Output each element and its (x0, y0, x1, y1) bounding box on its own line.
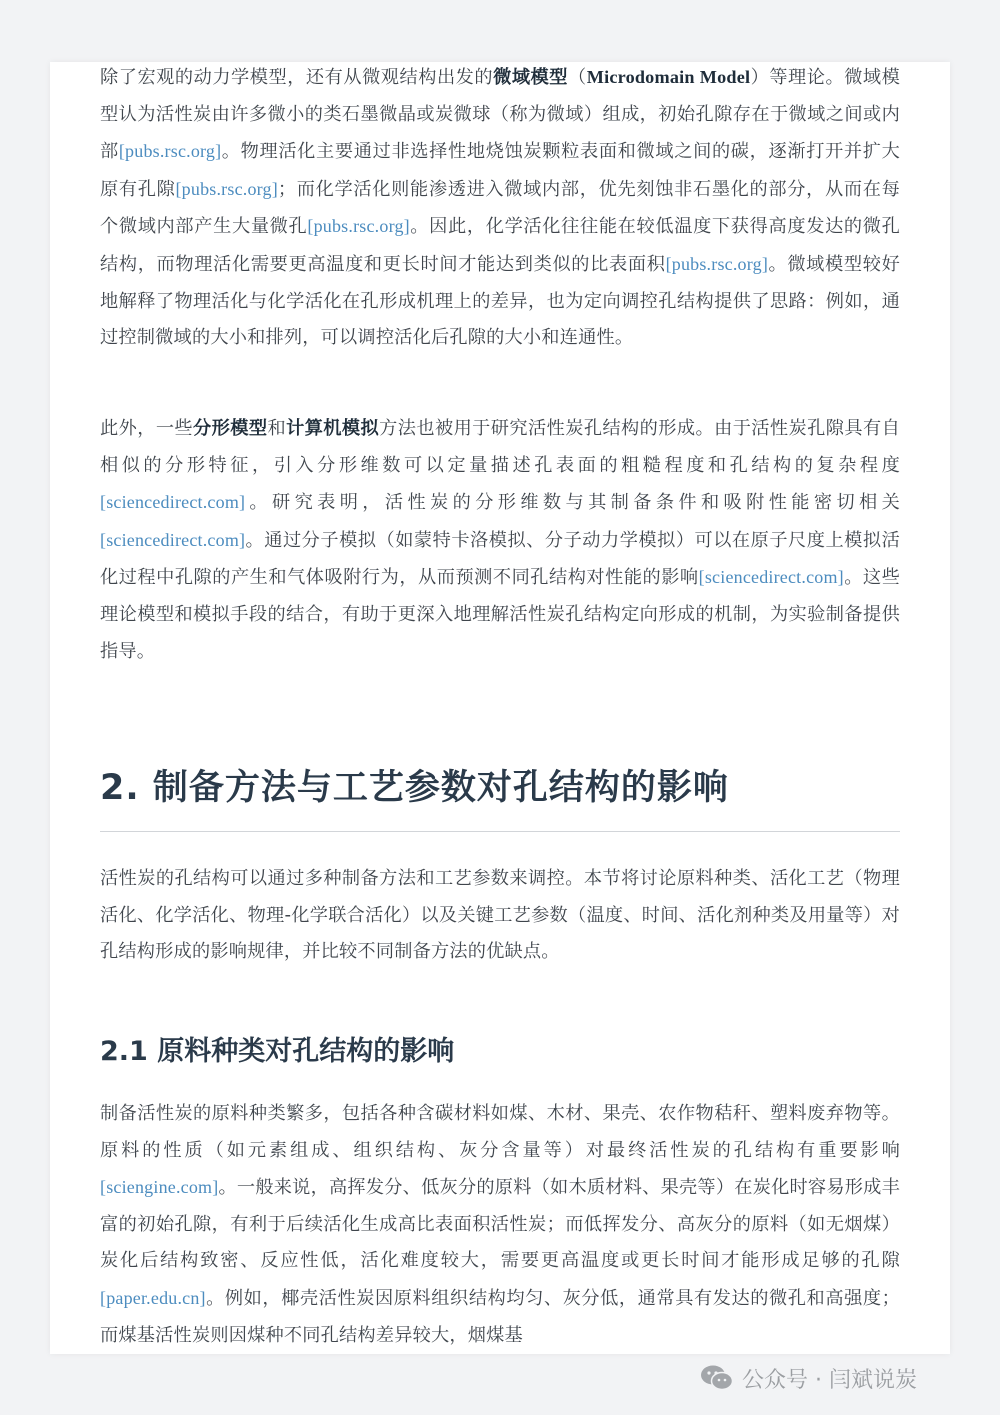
section-heading: 2. 制备方法与工艺参数对孔结构的影响 (100, 768, 729, 808)
citation-link[interactable]: [paper.edu.cn] (100, 1287, 206, 1308)
citation-link[interactable]: [pubs.rsc.org] (118, 141, 222, 162)
watermark-text: 公众号 · 闫斌说炭 (742, 1367, 917, 1393)
term-microdomain-model-en: Microdomain Model (586, 67, 751, 87)
citation-link[interactable]: [pubs.rsc.org] (665, 253, 769, 274)
citation-link[interactable]: [pubs.rsc.org] (175, 178, 278, 199)
subsection-heading: 2.1 原料种类对孔结构的影响 (100, 1036, 455, 1067)
paragraph-microdomain-model: 除了宏观的动力学模型，还有从微观结构出发的微域模型（Microdomain Model）等理论。微域模型认为活性炭由许多微小的类石墨微晶或炭微球（称为微域）组成，初始孔隙存在于微域之间或内部[pubs.rsc.org]。物理活化主要通过非选择性地烧蚀炭颗粒表面和微域之间的碳，逐渐打开并扩大原有孔隙[pubs.rsc.org]；而化学活化则能渗透进入微域内部，优先刻蚀非石墨化的部分，从而在每个微域内部产生大量微孔[pubs.rsc.org]。因此，化学活化往往能在较低温度下获得高度发达的微孔结构，而物理活化需要更高温度和更长时间才能达到类似的比表面积[pubs.rsc.org]。微域模型较好地解释了物理活化与化学活化在孔形成机理上的差异，也为定向调控孔结构提供了思路：例如，通过控制微域的大小和排列，可以调控活化后孔隙的大小和连通性。 (100, 67, 901, 349)
term-computer-simulation: 计算机模拟 (286, 418, 380, 439)
document-page (50, 62, 950, 1354)
citation-link[interactable]: [sciencedirect.com] (100, 529, 246, 550)
heading-divider (100, 831, 900, 832)
paragraph-section-intro: 活性炭的孔结构可以通过多种制备方法和工艺参数来调控。本节将讨论原料种类、活化工艺（物理活化、化学活化、物理-化学联合活化）以及关键工艺参数（温度、时间、活化剂种类及用量等）对孔结构形成的影响规律，并比较不同制备方法的优缺点。 (100, 868, 900, 963)
wechat-icon (700, 1364, 734, 1392)
term-microdomain-model: 微域模型 (493, 67, 568, 88)
citation-link[interactable]: [sciengine.com] (100, 1177, 219, 1198)
citation-link[interactable]: [pubs.rsc.org] (307, 216, 410, 237)
term-fractal-model: 分形模型 (193, 418, 268, 439)
citation-link[interactable]: [sciencedirect.com] (100, 492, 246, 513)
paragraph-fractal-simulation: 此外，一些分形模型和计算机模拟方法也被用于研究活性炭孔结构的形成。由于活性炭孔隙具有自相似的分形特征，引入分形维数可以定量描述孔表面的粗糙程度和孔结构的复杂程度[sciencedirect.com]。研究表明，活性炭的分形维数与其制备条件和吸附性能密切相关[sciencedirect.com]。通过分子模拟（如蒙特卡洛模拟、分子动力学模拟）可以在原子尺度上模拟活化过程中孔隙的产生和气体吸附行为，从而预测不同孔结构对性能的影响[sciencedirect.com]。这些理论模型和模拟手段的结合，有助于更深入地理解活性炭孔结构定向形成的机制，为实验制备提供指导。 (100, 418, 900, 662)
paragraph-raw-materials: 制备活性炭的原料种类繁多，包括各种含碳材料如煤、木材、果壳、农作物秸秆、塑料废弃物等。原料的性质（如元素组成、组织结构、灰分含量等）对最终活性炭的孔结构有重要影响[sciengine.com]。一般来说，高挥发分、低灰分的原料（如木质材料、果壳等）在炭化时容易形成丰富的初始孔隙，有利于后续活化生成高比表面积活性炭；而低挥发分、高灰分的原料（如无烟煤）炭化后结构致密、反应性低，活化难度较大，需要更高温度或更长时间才能形成足够的孔隙[paper.edu.cn]。例如，椰壳活性炭因原料组织结构均匀、灰分低，通常具有发达的微孔和高强度；而煤基活性炭则因煤种不同孔结构差异较大，烟煤基 (100, 1103, 900, 1346)
citation-link[interactable]: [sciencedirect.com] (698, 567, 844, 588)
wechat-watermark (700, 1358, 990, 1398)
